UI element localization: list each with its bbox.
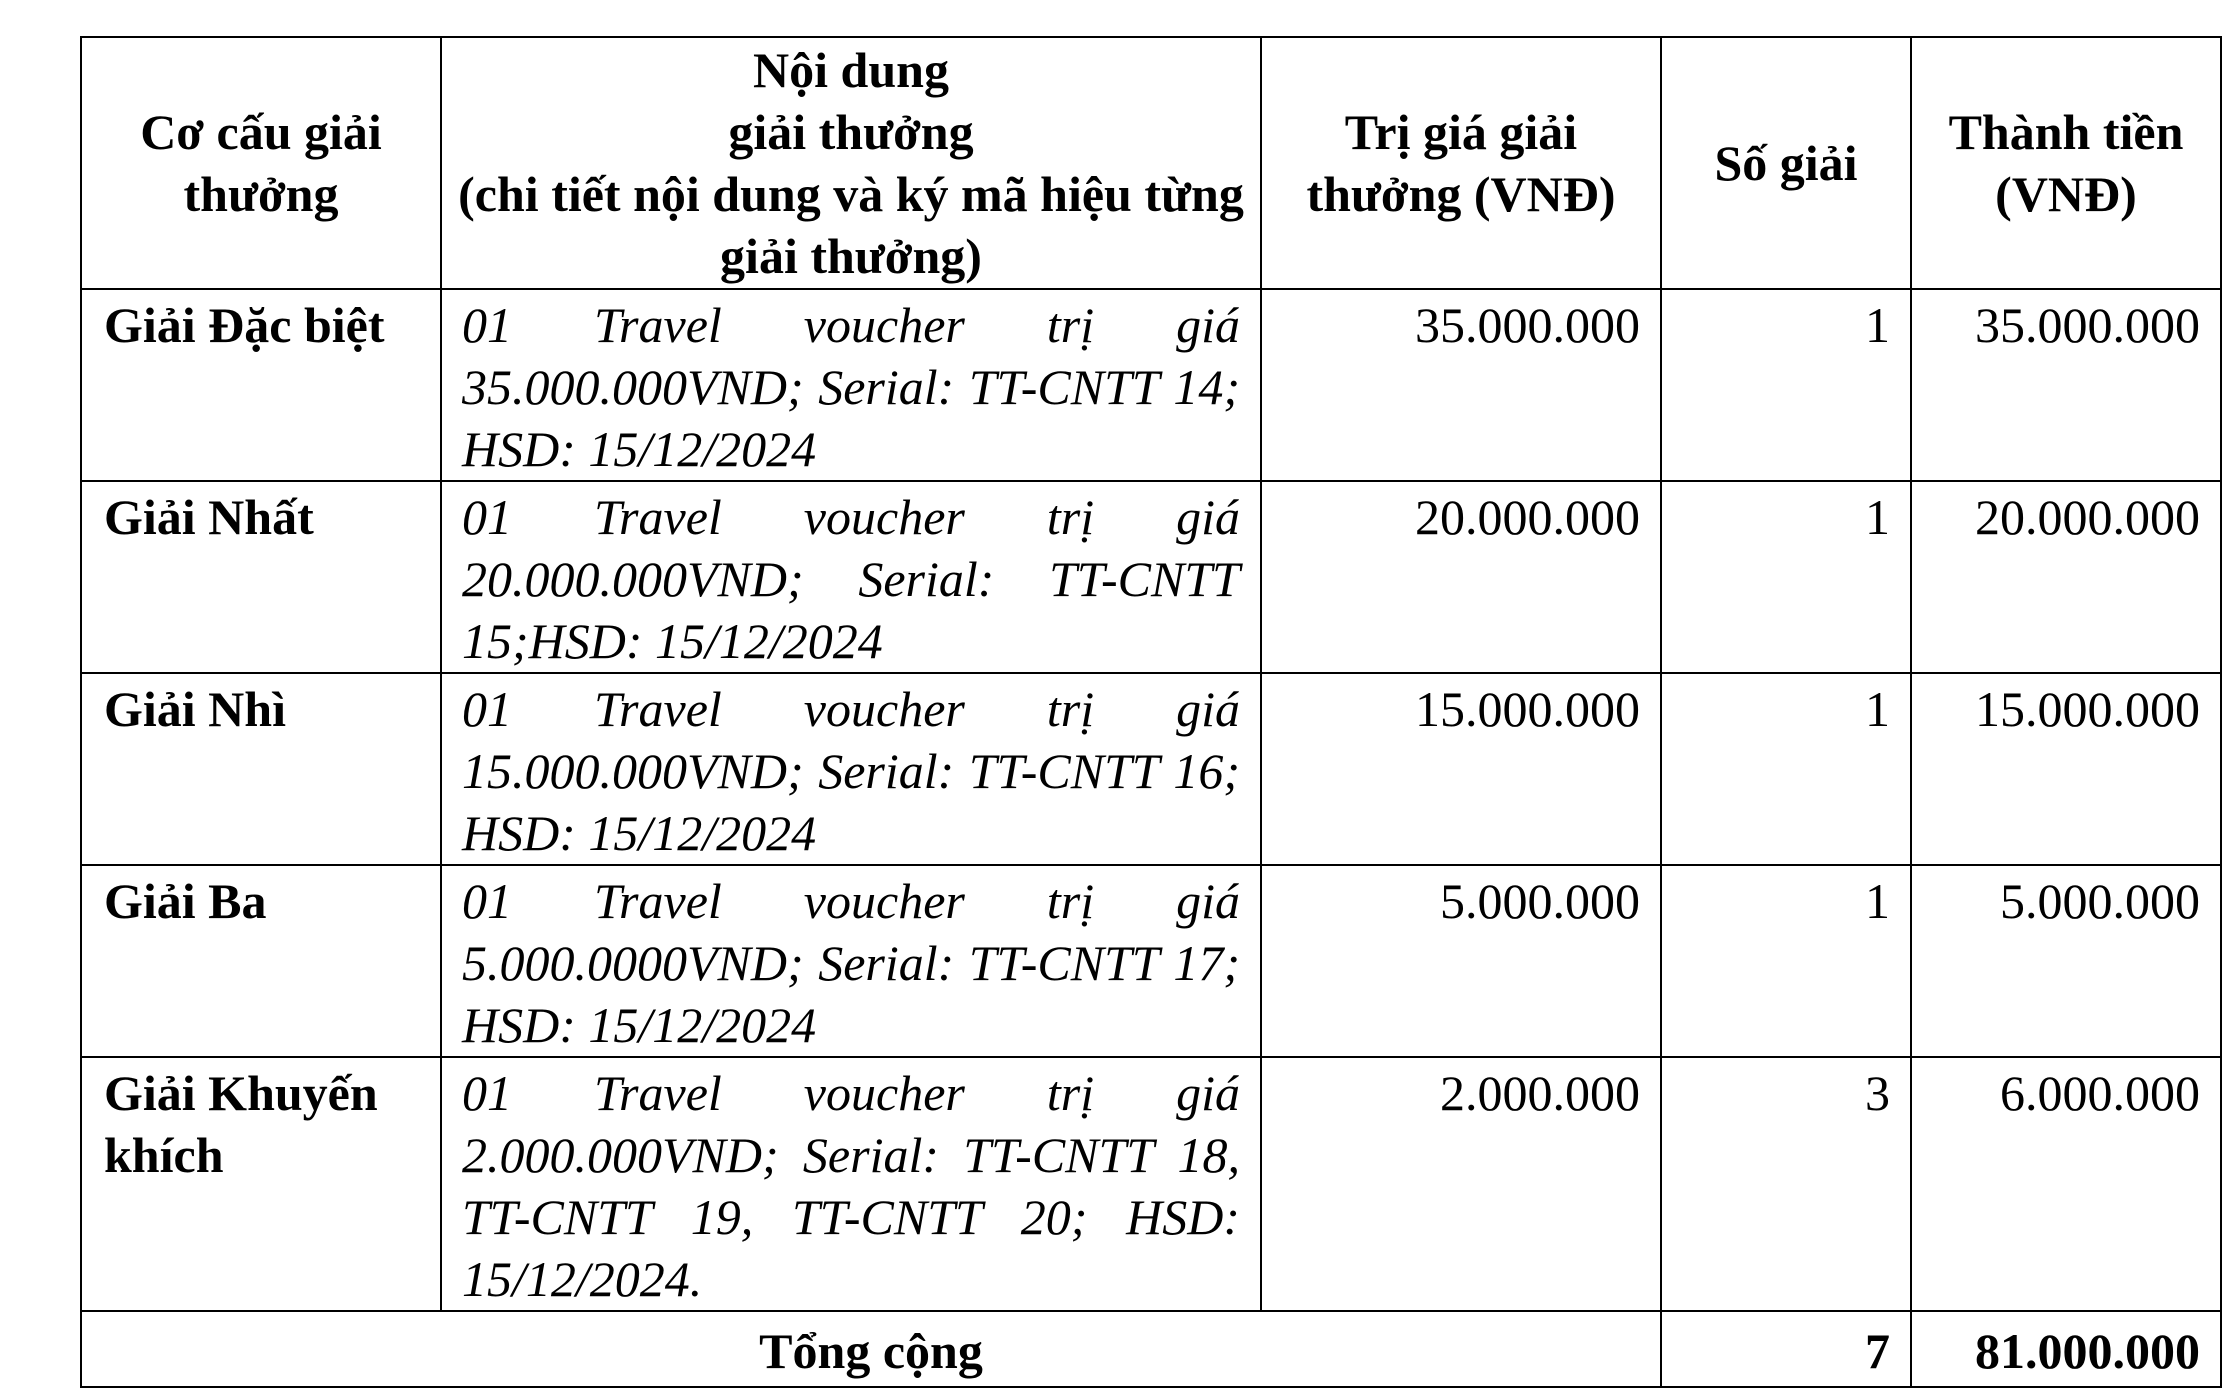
header-prize-content-line1: Nội dung [753,42,949,98]
prize-unit-value: 35.000.000 [1261,289,1661,481]
prize-name: Giải Nhất [81,481,441,673]
total-label: Tổng cộng [81,1311,1661,1387]
prize-count: 1 [1661,865,1911,1057]
header-prize-content [441,37,1261,289]
header-total-amount: Thành tiền (VNĐ) [1911,37,2221,289]
prize-structure-table [80,36,2222,1388]
header-prize-structure: Cơ cấu giải thưởng [81,37,441,289]
prize-description: 01 Travel voucher trị giá 5.000.0000VND; Serial: TT-CNTT 17; HSD: 15/12/2024 [441,865,1261,1057]
prize-count: 1 [1661,673,1911,865]
total-amount: 81.000.000 [1911,1311,2221,1387]
prize-amount: 5.000.000 [1911,865,2221,1057]
table-row [81,481,2221,673]
prize-name: Giải Ba [81,865,441,1057]
prize-count: 1 [1661,289,1911,481]
prize-name: Giải Khuyến khích [81,1057,441,1311]
prize-count: 3 [1661,1057,1911,1311]
prize-unit-value: 20.000.000 [1261,481,1661,673]
table-row [81,289,2221,481]
header-prize-content-line3: (chi tiết nội dung và ký mã hiệu từng giải thưởng) [458,166,1244,284]
table-row [81,673,2221,865]
prize-name: Giải Đặc biệt [81,289,441,481]
prize-description: 01 Travel voucher trị giá 35.000.000VND; Serial: TT-CNTT 14; HSD: 15/12/2024 [441,289,1261,481]
prize-unit-value: 2.000.000 [1261,1057,1661,1311]
prize-count: 1 [1661,481,1911,673]
header-prize-value: Trị giá giải thưởng (VNĐ) [1261,37,1661,289]
prize-description: 01 Travel voucher trị giá 15.000.000VND; Serial: TT-CNTT 16; HSD: 15/12/2024 [441,673,1261,865]
header-prize-content-line2: giải thưởng [728,104,974,160]
prize-amount: 15.000.000 [1911,673,2221,865]
table-row [81,865,2221,1057]
prize-description: 01 Travel voucher trị giá 2.000.000VND; Serial: TT-CNTT 18, TT-CNTT 19, TT-CNTT 20; HSD: 15/12/2024. [441,1057,1261,1311]
prize-description: 01 Travel voucher trị giá 20.000.000VND; Serial: TT-CNTT 15;HSD: 15/12/2024 [441,481,1261,673]
prize-unit-value: 5.000.000 [1261,865,1661,1057]
header-prize-count: Số giải [1661,37,1911,289]
prize-amount: 6.000.000 [1911,1057,2221,1311]
table-row [81,1057,2221,1311]
table-header-row [81,37,2221,289]
prize-amount: 20.000.000 [1911,481,2221,673]
prize-amount: 35.000.000 [1911,289,2221,481]
total-count: 7 [1661,1311,1911,1387]
prize-unit-value: 15.000.000 [1261,673,1661,865]
prize-name: Giải Nhì [81,673,441,865]
